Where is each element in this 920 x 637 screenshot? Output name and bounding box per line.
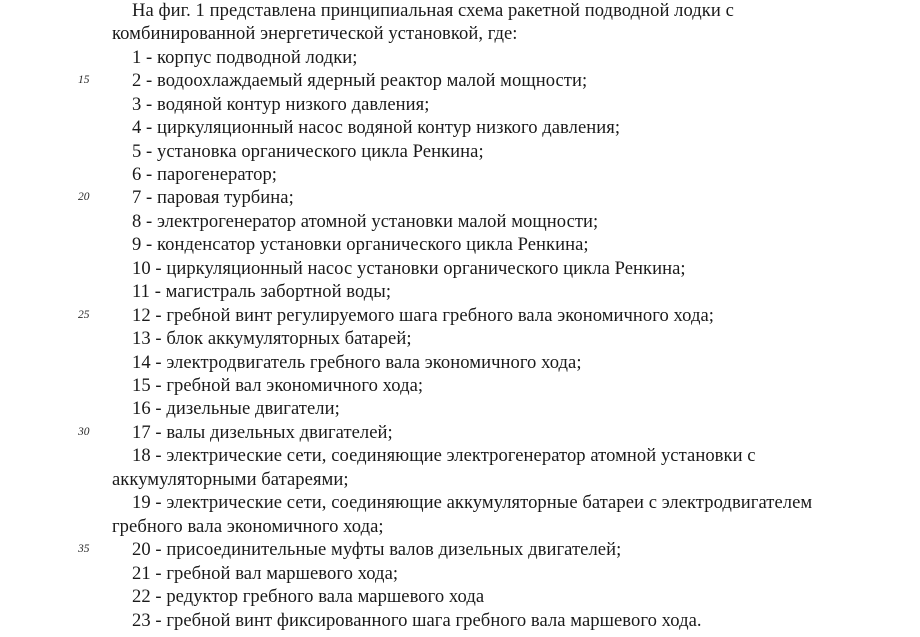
list-item-23: 23 - гребной винт фиксированного шага гребного вала маршевого хода. (132, 610, 702, 631)
list-item-6: 6 - парогенератор; (132, 164, 278, 185)
list-item-17: 17 - валы дизельных двигателей; (132, 422, 393, 443)
list-item-20: 20 - присоединительные муфты валов дизельных двигателей; (132, 539, 622, 560)
list-item-21: 21 - гребной вал маршевого хода; (132, 563, 399, 584)
list-item-16: 16 - дизельные двигатели; (132, 398, 340, 419)
list-item-7: 7 - паровая турбина; (132, 187, 294, 208)
paragraph-intro-line-1: На фиг. 1 представлена принципиальная схема ракетной подводной лодки с (132, 0, 734, 21)
list-item-8: 8 - электрогенератор атомной установки малой мощности; (132, 211, 599, 232)
list-item-2: 2 - водоохлаждаемый ядерный реактор малой мощности; (132, 70, 588, 91)
list-item-3: 3 - водяной контур низкого давления; (132, 94, 430, 115)
list-item-19-line-2: гребного вала экономичного хода; (112, 516, 384, 537)
list-item-9: 9 - конденсатор установки органического цикла Ренкина; (132, 234, 589, 255)
list-item-13: 13 - блок аккумуляторных батарей; (132, 328, 412, 349)
list-item-4: 4 - циркуляционный насос водяной контур низкого давления; (132, 117, 621, 138)
list-item-1: 1 - корпус подводной лодки; (132, 47, 358, 68)
line-number-25: 25 (78, 309, 90, 321)
line-number-35: 35 (78, 543, 90, 555)
list-item-15: 15 - гребной вал экономичного хода; (132, 375, 424, 396)
list-item-18-line-1: 18 - электрические сети, соединяющие электрогенератор атомной установки с (132, 445, 756, 466)
line-number-30: 30 (78, 426, 90, 438)
paragraph-intro-line-2: комбинированной энергетической установкой, где: (112, 23, 518, 44)
list-item-11: 11 - магистраль забортной воды; (132, 281, 392, 302)
list-item-5: 5 - установка органического цикла Ренкина; (132, 141, 484, 162)
list-item-22: 22 - редуктор гребного вала маршевого хода (132, 586, 485, 607)
list-item-12: 12 - гребной винт регулируемого шага гребного вала экономичного хода; (132, 305, 715, 326)
list-item-14: 14 - электродвигатель гребного вала экономичного хода; (132, 352, 582, 373)
list-item-10: 10 - циркуляционный насос установки органического цикла Ренкина; (132, 258, 686, 279)
line-number-20: 20 (78, 191, 90, 203)
list-item-18-line-2: аккумуляторными батареями; (112, 469, 349, 490)
list-item-19-line-1: 19 - электрические сети, соединяющие аккумуляторные батареи с электродвигателем (132, 492, 813, 513)
line-number-15: 15 (78, 74, 90, 86)
